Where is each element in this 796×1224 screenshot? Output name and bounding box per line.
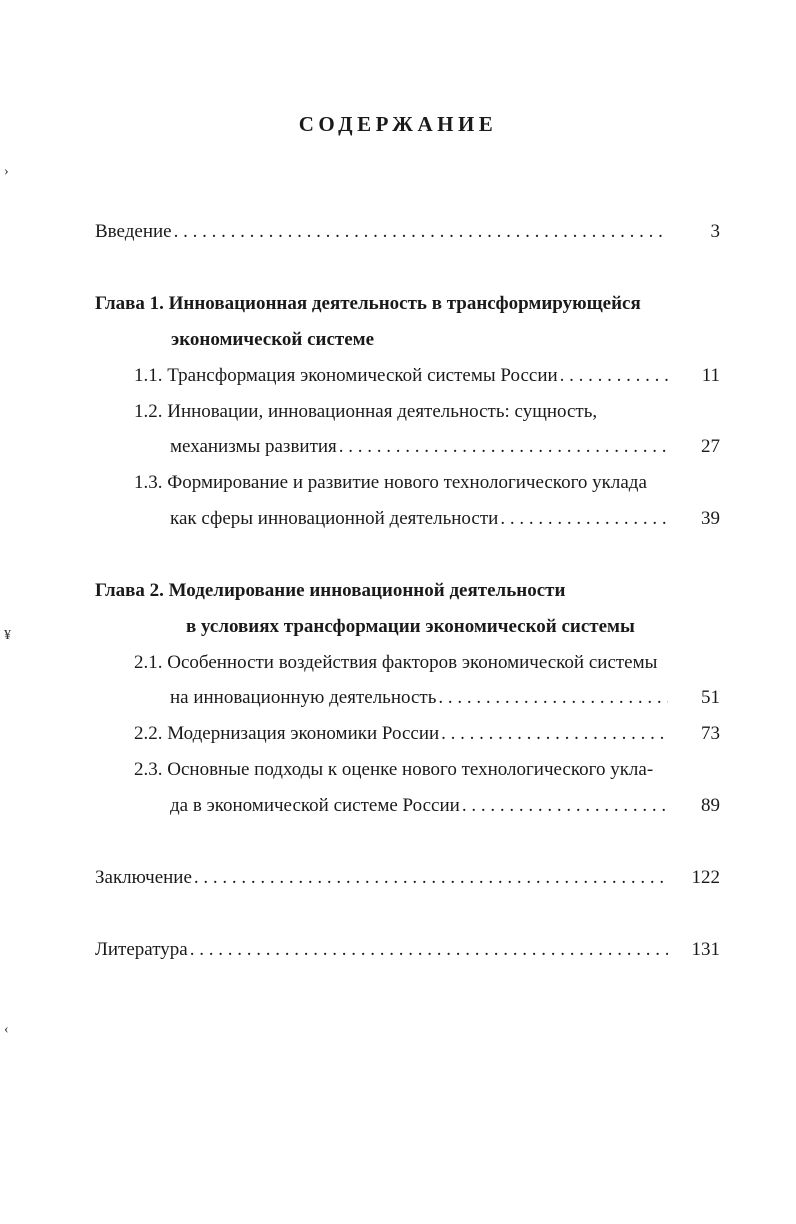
dot-leader: [174, 219, 668, 245]
toc-entry-label: Заключение: [95, 867, 192, 888]
toc-entry-label: механизмы развития: [170, 436, 337, 457]
toc-entry-label: Литература: [95, 939, 188, 960]
dot-leader: [441, 721, 668, 747]
margin-mark: ¥: [4, 628, 11, 643]
toc-entry-label: да в экономической системе России: [170, 795, 460, 816]
dot-leader: [190, 937, 668, 963]
toc-page-number: 51: [701, 687, 720, 708]
toc-entry-literature[interactable]: [95, 937, 720, 963]
toc-page-number: 122: [691, 867, 720, 888]
toc-page-number: 131: [691, 939, 720, 960]
toc-entry-1-3-line1[interactable]: 1.3. Формирование и развитие нового технологического уклада: [134, 472, 647, 493]
margin-mark: ‹: [4, 1022, 9, 1037]
dot-leader: [194, 865, 668, 891]
toc-entry-intro[interactable]: [95, 219, 720, 245]
toc-entry-2-1[interactable]: [170, 685, 720, 711]
chapter-1-heading-cont: экономической системе: [171, 329, 375, 350]
toc-entry-1-3[interactable]: [170, 506, 720, 532]
margin-mark: ›: [4, 164, 9, 179]
toc-entry-1-1[interactable]: [134, 363, 720, 389]
toc-entry-label: Введение: [95, 221, 172, 242]
toc-entry-conclusion[interactable]: [95, 865, 720, 891]
dot-leader: [560, 363, 668, 389]
toc-entry-label: на инновационную деятельность: [170, 687, 437, 708]
dot-leader: [438, 685, 668, 711]
toc-entry-2-3-line1[interactable]: 2.3. Основные подходы к оценке нового технологического укла-: [134, 759, 654, 780]
toc-entry-2-2[interactable]: [134, 721, 720, 747]
toc-entry-label: 1.1. Трансформация экономической системы России: [134, 365, 558, 386]
toc-entry-2-1-line1[interactable]: 2.1. Особенности воздействия факторов экономической системы: [134, 652, 658, 673]
dot-leader: [500, 506, 668, 532]
chapter-1-heading: Глава 1. Инновационная деятельность в трансформирующейся: [95, 293, 641, 314]
toc-page-number: 73: [701, 723, 720, 744]
toc-entry-label: как сферы инновационной деятельности: [170, 508, 499, 529]
dot-leader: [462, 793, 668, 819]
page-title: СОДЕРЖАНИЕ: [298, 112, 498, 136]
chapter-2-heading-cont: в условиях трансформации экономической системы: [186, 616, 635, 637]
toc-entry-label: 2.2. Модернизация экономики России: [134, 723, 440, 744]
toc-page-number: 27: [701, 436, 720, 457]
chapter-2-heading: Глава 2. Моделирование инновационной деятельности: [95, 580, 566, 601]
toc-entry-2-3[interactable]: [170, 793, 720, 819]
toc-page-number: 39: [701, 508, 720, 529]
toc-page-number: 3: [710, 221, 720, 242]
dot-leader: [339, 434, 668, 460]
toc-entry-1-2[interactable]: [170, 434, 720, 460]
toc-page-number: 11: [701, 365, 720, 386]
toc-page-number: 89: [701, 795, 720, 816]
toc-entry-1-2-line1[interactable]: 1.2. Инновации, инновационная деятельность: сущность,: [134, 401, 598, 422]
